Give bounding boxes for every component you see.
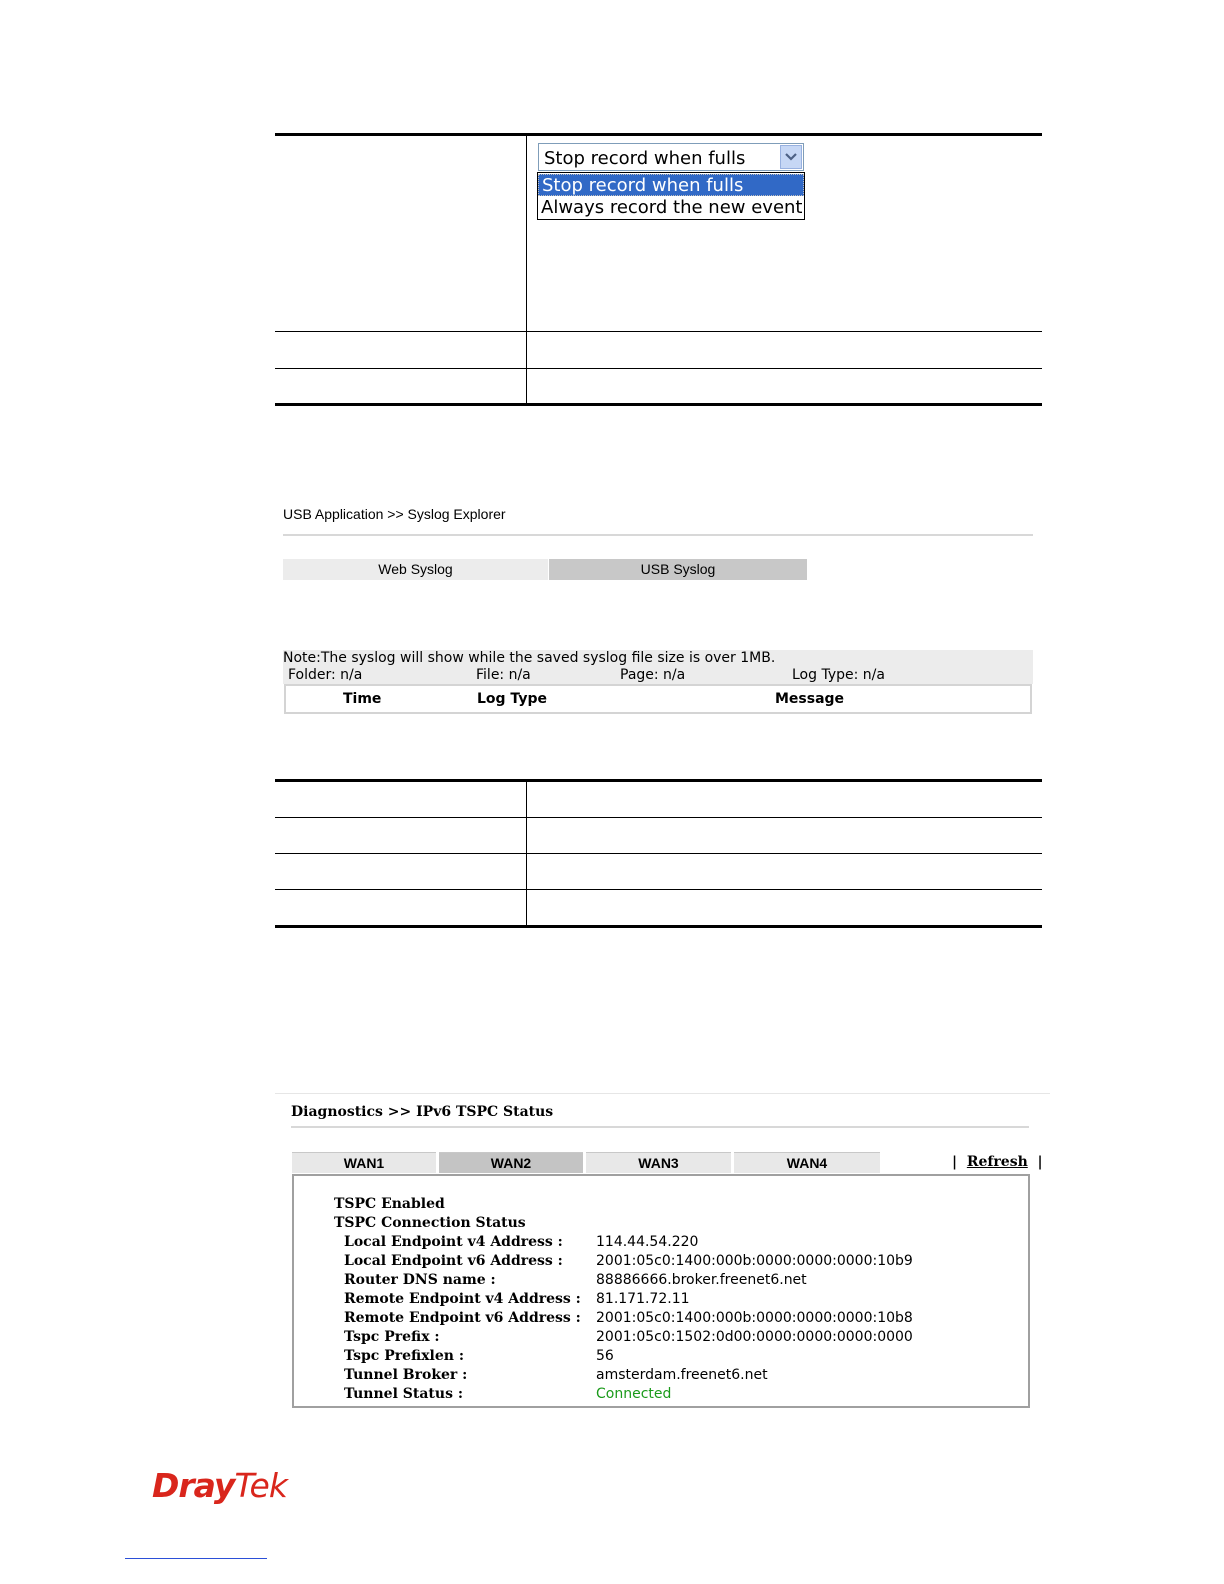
- syslog-folder: Folder: n/a: [288, 667, 363, 683]
- tspc-enabled-label: TSPC Enabled: [334, 1196, 445, 1212]
- breadcrumb: Diagnostics >> IPv6 TSPC Status: [291, 1104, 554, 1120]
- column-header-message: Message: [775, 691, 845, 707]
- tunnel-status-value: Connected: [596, 1386, 672, 1402]
- syslog-note: [283, 650, 775, 666]
- table-bottom-rule: [275, 403, 1042, 406]
- table-row-rule: [275, 331, 1042, 332]
- tab-wan1[interactable]: WAN1: [292, 1152, 436, 1173]
- tspc-row-value: 88886666.broker.freenet6.net: [596, 1272, 807, 1288]
- log-mode-select-value: Stop record when fulls: [544, 148, 746, 169]
- syslog-log-type: Log Type: n/a: [792, 667, 885, 683]
- draytek-logo: [152, 1466, 287, 1505]
- tab-wan4[interactable]: WAN4: [734, 1152, 880, 1173]
- table-row-rule: [275, 368, 1042, 369]
- tspc-row-value: 81.171.72.11: [596, 1291, 690, 1307]
- table-bottom-rule: [275, 925, 1042, 928]
- refresh-group: [952, 1154, 1043, 1170]
- table-row-rule: [275, 817, 1042, 818]
- tspc-row-label: Tspc Prefixlen :: [344, 1348, 464, 1364]
- dropdown-option[interactable]: Always record the new event: [541, 197, 803, 218]
- tspc-connection-status-label: TSPC Connection Status: [334, 1215, 526, 1231]
- log-mode-select[interactable]: [538, 143, 804, 171]
- tspc-row-label: Remote Endpoint v6 Address :: [344, 1310, 581, 1326]
- dropdown-option[interactable]: Stop record when fulls: [538, 174, 804, 196]
- column-header-log-type: Log Type: [477, 691, 547, 707]
- refresh-link[interactable]: Refresh: [966, 1154, 1028, 1170]
- logo-part1: Dray: [152, 1466, 235, 1505]
- note-label: Note:: [283, 650, 321, 666]
- separator: |: [1037, 1154, 1043, 1170]
- syslog-file: File: n/a: [476, 667, 531, 683]
- tspc-row-value: 56: [596, 1348, 614, 1364]
- tspc-row-value: 2001:05c0:1400:000b:0000:0000:0000:10b8: [596, 1310, 913, 1326]
- tspc-row-label: Tspc Prefix :: [344, 1329, 440, 1345]
- tspc-row-label: Local Endpoint v4 Address :: [344, 1234, 563, 1250]
- breadcrumb: USB Application >> Syslog Explorer: [283, 506, 506, 522]
- tspc-row-label: Router DNS name :: [344, 1272, 496, 1288]
- tspc-row-label: Local Endpoint v6 Address :: [344, 1253, 563, 1269]
- tab-wan3[interactable]: WAN3: [586, 1152, 731, 1173]
- syslog-page: Page: n/a: [620, 667, 686, 683]
- table-column-divider: [526, 135, 527, 405]
- separator: |: [952, 1154, 958, 1170]
- tspc-row-value: 114.44.54.220: [596, 1234, 699, 1250]
- footer-rule: [125, 1558, 267, 1559]
- tspc-row-value: amsterdam.freenet6.net: [596, 1367, 768, 1383]
- tspc-row-label: Tunnel Status :: [344, 1386, 463, 1402]
- screenshot-frame-top: [275, 1093, 1050, 1094]
- tspc-row-label: Remote Endpoint v4 Address :: [344, 1291, 581, 1307]
- tab-wan2[interactable]: WAN2: [439, 1152, 583, 1173]
- divider: [283, 534, 1033, 536]
- tab-web-syslog[interactable]: Web Syslog: [283, 559, 548, 580]
- logo-part2: Tek: [234, 1466, 287, 1505]
- syslog-table-header: [284, 684, 1032, 714]
- table-top-rule: [275, 779, 1042, 782]
- tspc-row-value: 2001:05c0:1502:0d00:0000:0000:0000:0000: [596, 1329, 913, 1345]
- note-text: The syslog will show while the saved syslog file size is over 1MB.: [320, 650, 776, 666]
- column-header-time: Time: [343, 691, 382, 707]
- tab-usb-syslog[interactable]: USB Syslog: [549, 559, 807, 580]
- log-mode-dropdown: [537, 172, 805, 220]
- table-row-rule: [275, 853, 1042, 854]
- tspc-row-label: Tunnel Broker :: [344, 1367, 468, 1383]
- divider: [291, 1126, 1029, 1128]
- table-row-rule: [275, 889, 1042, 890]
- tspc-row-value: 2001:05c0:1400:000b:0000:0000:0000:10b9: [596, 1253, 913, 1269]
- table-top-rule: [275, 133, 1042, 136]
- chevron-down-icon[interactable]: [780, 145, 802, 169]
